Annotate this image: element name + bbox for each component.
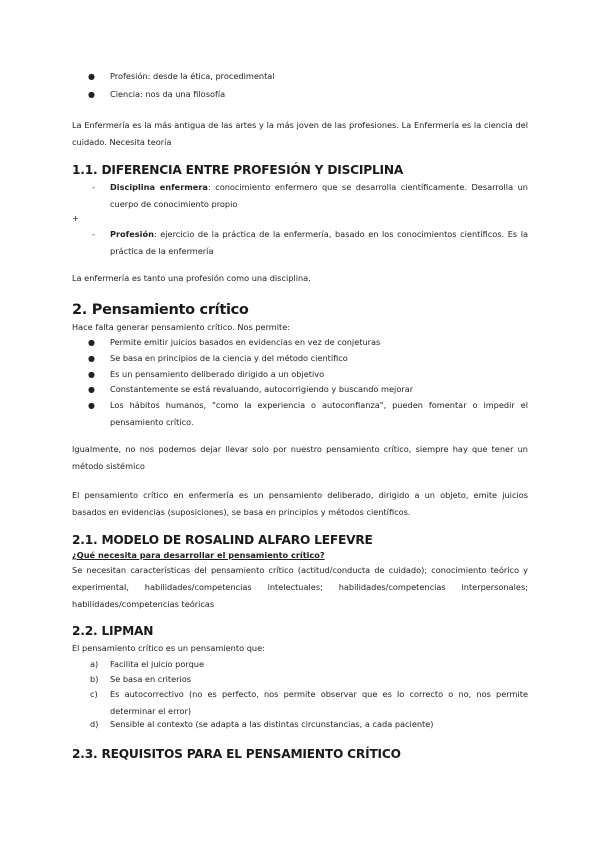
intro-paragraph: La Enfermería es la más antigua de las artes y la más joven de las profesiones. La Enfermería es la ciencia del cuidado. Necesita teoría (72, 120, 528, 147)
bullet-dot: ● (88, 72, 95, 81)
definition-term: Profesión (110, 229, 154, 239)
bullet-dot: ● (88, 338, 95, 347)
section-heading-2-1: 2.1. MODELO DE ROSALIND ALFARO LEFEVRE (72, 533, 373, 547)
bullet-dot: ● (88, 354, 95, 363)
bullet-dot: ● (88, 385, 95, 394)
section-heading-2-3: 2.3. REQUISITOS PARA EL PENSAMIENTO CRÍTICO (72, 747, 401, 761)
list-item: Se basa en principios de la ciencia y del método científico (110, 353, 348, 363)
bullet-dot: ● (88, 370, 95, 379)
underlined-question: ¿Qué necesita para desarrollar el pensamiento crítico? (72, 550, 325, 560)
section-heading-1-1: 1.1. DIFERENCIA ENTRE PROFESIÓN Y DISCIPLINA (72, 163, 404, 177)
dash-marker: - (92, 182, 95, 192)
paragraph: Se necesitan características del pensamiento crítico (actitud/conducta de cuidado); conocimiento teórico y experimental, habilidades/competencias intelectuales; habilidades/competencias interpersonales; habilidades/competencias teóricas (72, 565, 528, 609)
list-item: Permite emitir juicios basados en evidencias en vez de conjeturas (110, 337, 381, 347)
definition-item (110, 179, 528, 213)
definition-text: : ejercicio de la práctica de la enfermería, basado en los conocimientos científicos. Es la práctica de la enfermería (110, 229, 528, 256)
list-marker: b) (90, 674, 99, 684)
list-item: Es autocorrectivo (no es perfecto, nos permite observar que es lo correcto o no, nos permite determinar el error) (110, 689, 528, 716)
definition-text: : conocimiento enfermero que se desarrolla científicamente. Desarrolla un cuerpo de conocimiento propio (110, 182, 528, 209)
definition-item (110, 226, 528, 260)
section-heading-2: 2. Pensamiento crítico (72, 302, 249, 318)
bullet-dot: ● (88, 90, 95, 99)
plus-sign: + (72, 213, 79, 223)
list-item: Los hábitos humanos, "como la experiencia o autoconfianza", pueden fomentar o impedir el pensamiento crítico. (110, 400, 528, 427)
list-marker: a) (90, 659, 99, 669)
section-heading-2-2: 2.2. LIPMAN (72, 624, 154, 638)
list-item: Facilita el juicio porque (110, 659, 205, 669)
section-intro: Hace falta generar pensamiento crítico. Nos permite: (72, 322, 291, 332)
section-intro: El pensamiento crítico es un pensamiento que: (72, 643, 265, 653)
bullet-dot: ● (88, 401, 95, 410)
dash-marker: - (92, 229, 95, 239)
paragraph: Igualmente, no nos podemos dejar llevar solo por nuestro pensamiento crítico, siempre hay que tener un método sistémico (72, 444, 528, 471)
list-item: Sensible al contexto (se adapta a las distintas circunstancias, a cada paciente) (110, 719, 434, 729)
list-marker: d) (90, 719, 99, 729)
list-item: Es un pensamiento deliberado dirigido a un objetivo (110, 369, 325, 379)
list-item: Ciencia: nos da una filosofía (110, 89, 226, 99)
list-item: Se basa en criterios (110, 674, 192, 684)
list-marker: c) (90, 689, 98, 699)
paragraph: El pensamiento crítico en enfermería es un pensamiento deliberado, dirigido a un objeto, emite juicios basados en evidencias (suposiciones), se basa en principios y métodos científicos. (72, 490, 528, 517)
conclusion-paragraph: La enfermería es tanto una profesión como una disciplina. (72, 273, 311, 283)
list-item: Profesión: desde la ética, procedimental (110, 71, 275, 81)
definition-term: Disciplina enfermera (110, 182, 208, 192)
list-item: Constantemente se está revaluando, autocorrigiendo y buscando mejorar (110, 384, 414, 394)
